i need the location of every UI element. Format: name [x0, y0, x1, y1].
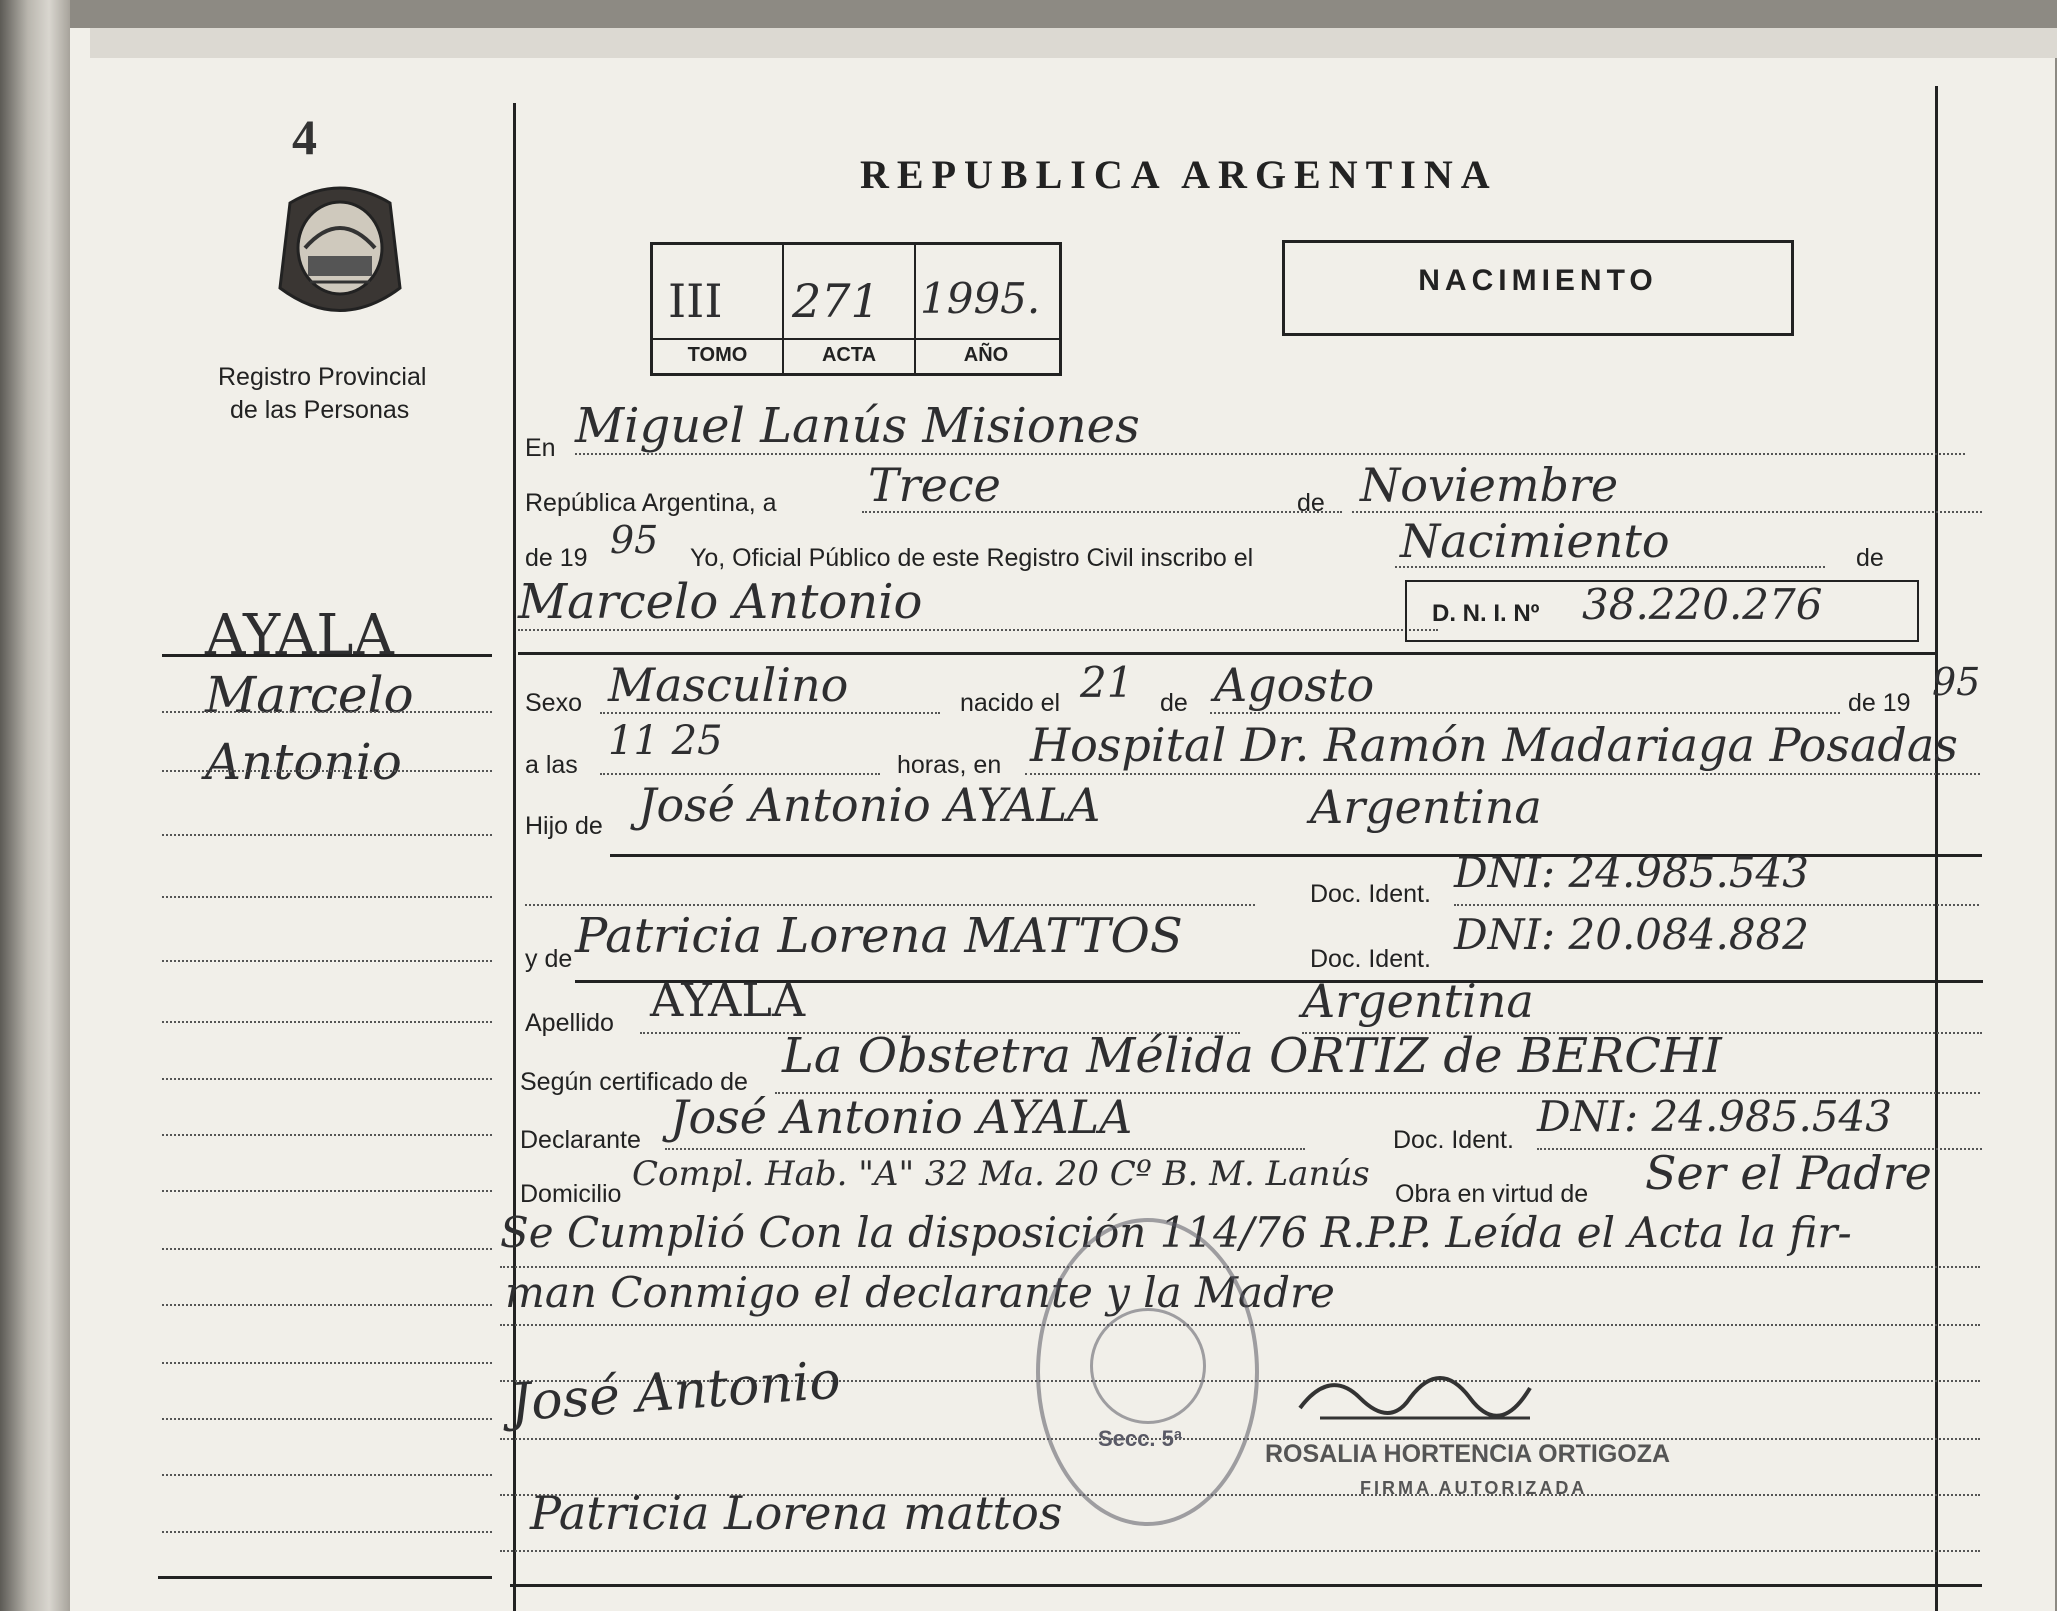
page-number: 4 [292, 109, 317, 165]
sexo-value: Masculino [608, 658, 849, 712]
de-label-2: de [1856, 544, 1884, 572]
act-kind-line [1395, 566, 1825, 568]
birth-certificate-page [70, 28, 2055, 1611]
margin-dotted-line [162, 770, 492, 772]
margin-dotted-line [162, 1248, 492, 1250]
margin-dotted-line [162, 1134, 492, 1136]
margin-dotted-line [162, 1531, 492, 1533]
birth-month-line [1210, 712, 1840, 714]
margin-dotted-line [162, 1474, 492, 1476]
child-name-value: Marcelo Antonio [518, 574, 923, 630]
declarante-value: José Antonio AYALA [670, 1090, 1133, 1144]
month-value: Noviembre [1360, 458, 1619, 512]
declarante-label: Declarante [520, 1126, 641, 1154]
margin-dotted-line [162, 1304, 492, 1306]
margin-dotted-line [162, 1362, 492, 1364]
doc-ident-label-3: Doc. Ident. [1393, 1126, 1514, 1154]
birth-year-value: 95 [1932, 660, 1981, 704]
birth-day-value: 21 [1080, 658, 1134, 707]
hijo-label: Hijo de [525, 812, 603, 840]
year-value: 95 [610, 518, 659, 562]
margin-dotted-line [162, 896, 492, 898]
nacido-label: nacido el [960, 689, 1061, 717]
registry-office-line2: de las Personas [230, 396, 410, 424]
father-extra-line [525, 904, 1255, 906]
domicilio-label: Domicilio [520, 1180, 622, 1208]
day-line [862, 511, 1342, 513]
en-label: En [525, 434, 556, 462]
birth-year-prefix: de 19 [1848, 689, 1911, 717]
margin-name1: Marcelo [205, 666, 414, 724]
official-name: ROSALIA HORTENCIA ORTIGOZA [1265, 1440, 1671, 1468]
mother-signature: Patricia Lorena mattos [530, 1486, 1063, 1540]
ano-label: AÑO [963, 344, 1009, 366]
father-nationality-value: Argentina [1310, 780, 1542, 834]
place-value: Miguel Lanús Misiones [575, 398, 1140, 454]
day-value: Trece [868, 458, 1001, 512]
record-type-label: NACIMIENTO [1418, 264, 1658, 297]
obra-label: Obra en virtud de [1395, 1180, 1589, 1208]
horas-label: horas, en [897, 751, 1002, 779]
child-name-line [518, 629, 1438, 631]
act-kind-value: Nacimiento [1400, 514, 1670, 568]
ano-value: 1995. [920, 274, 1041, 323]
page-top-edge [90, 28, 2057, 58]
tomo-value: III [668, 274, 723, 328]
mother-nationality-value: Argentina [1302, 974, 1534, 1028]
registry-office-line1: Registro Provincial [218, 363, 427, 391]
dni-value: 38.220.276 [1582, 580, 1823, 629]
certificado-label: Según certificado de [520, 1068, 748, 1096]
section-rule-1 [518, 652, 1936, 655]
domicilio-value: Compl. Hab. "A" 32 Ma. 20 Cº B. M. Lanús [632, 1154, 1370, 1194]
margin-rule [162, 654, 492, 657]
certificado-value: La Obstetra Mélida ORTIZ de BERCHI [782, 1028, 1722, 1084]
margin-dotted-line [162, 1021, 492, 1023]
note-line-1: Se Cumplió Con la disposición 114/76 R.P.P. Leída el Acta la fir- [500, 1208, 1852, 1257]
place-line [575, 453, 1965, 455]
margin-dotted-line [162, 1418, 492, 1420]
a-las-label: a las [525, 751, 578, 779]
acta-value: 271 [792, 274, 880, 328]
stamp-inner-seal [1090, 1308, 1206, 1424]
signature-line [500, 1550, 1980, 1552]
birth-month-value: Agosto [1214, 658, 1375, 712]
margin-dotted-line [162, 711, 492, 713]
doc-ident-label-2: Doc. Ident. [1310, 945, 1431, 973]
father-name-value: José Antonio AYALA [638, 778, 1101, 832]
father-doc-value: DNI: 24.985.543 [1454, 848, 1809, 897]
y-de-label: y de [525, 945, 573, 973]
country-title: REPUBLICA ARGENTINA [860, 152, 1498, 197]
official-signature [1290, 1348, 1550, 1438]
obra-value: Ser el Padre [1645, 1146, 1932, 1200]
birth-time-value: 11 25 [608, 718, 723, 764]
doc-ident-label-1: Doc. Ident. [1310, 880, 1431, 908]
margin-dotted-line [162, 1078, 492, 1080]
margin-dotted-line [162, 834, 492, 836]
margin-surname: AYALA [205, 603, 394, 668]
margin-bottom-rule [158, 1576, 492, 1579]
de-label-3: de [1160, 689, 1188, 717]
apellido-value: AYALA [650, 973, 806, 1027]
page-right-rule [1935, 86, 1938, 1611]
dni-label: D. N. I. Nº [1432, 600, 1540, 627]
sexo-label: Sexo [525, 689, 582, 717]
book-binding [0, 0, 70, 1611]
officer-text: Yo, Oficial Público de este Registro Civil inscribo el [690, 544, 1254, 572]
provincial-seal-logo [270, 178, 410, 328]
year-prefix-label: de 19 [525, 544, 588, 572]
declarante-line [665, 1148, 1305, 1150]
declarante-doc-value: DNI: 24.985.543 [1537, 1092, 1892, 1141]
de-label: de [1297, 489, 1325, 517]
margin-dotted-line [162, 1190, 492, 1192]
box-caption-rule [650, 338, 1059, 340]
birth-place-value: Hospital Dr. Ramón Madariaga Posadas [1030, 718, 1958, 772]
bottom-rule [510, 1584, 1982, 1587]
father-doc-line [1454, 904, 1979, 906]
sexo-line [600, 712, 940, 714]
father-signature: José Antonio [508, 1350, 843, 1434]
tomo-label: TOMO [687, 344, 748, 366]
acta-label: ACTA [821, 344, 877, 366]
official-title: FIRMA AUTORIZADA [1360, 1478, 1588, 1498]
margin-name2: Antonio [205, 733, 402, 791]
birth-time-line [600, 773, 880, 775]
margin-dotted-line [162, 960, 492, 962]
note-line-2: man Conmigo el declarante y la Madre [505, 1268, 1335, 1317]
birth-place-line [1025, 773, 1980, 775]
apellido-label: Apellido [525, 1009, 614, 1037]
mother-doc-value: DNI: 20.084.882 [1454, 910, 1809, 959]
stamp-section-text: Secc. 5ª [1098, 1426, 1182, 1451]
mother-name-value: Patricia Lorena MATTOS [575, 908, 1183, 964]
republica-label: República Argentina, a [525, 489, 777, 517]
month-line [1352, 511, 1982, 513]
